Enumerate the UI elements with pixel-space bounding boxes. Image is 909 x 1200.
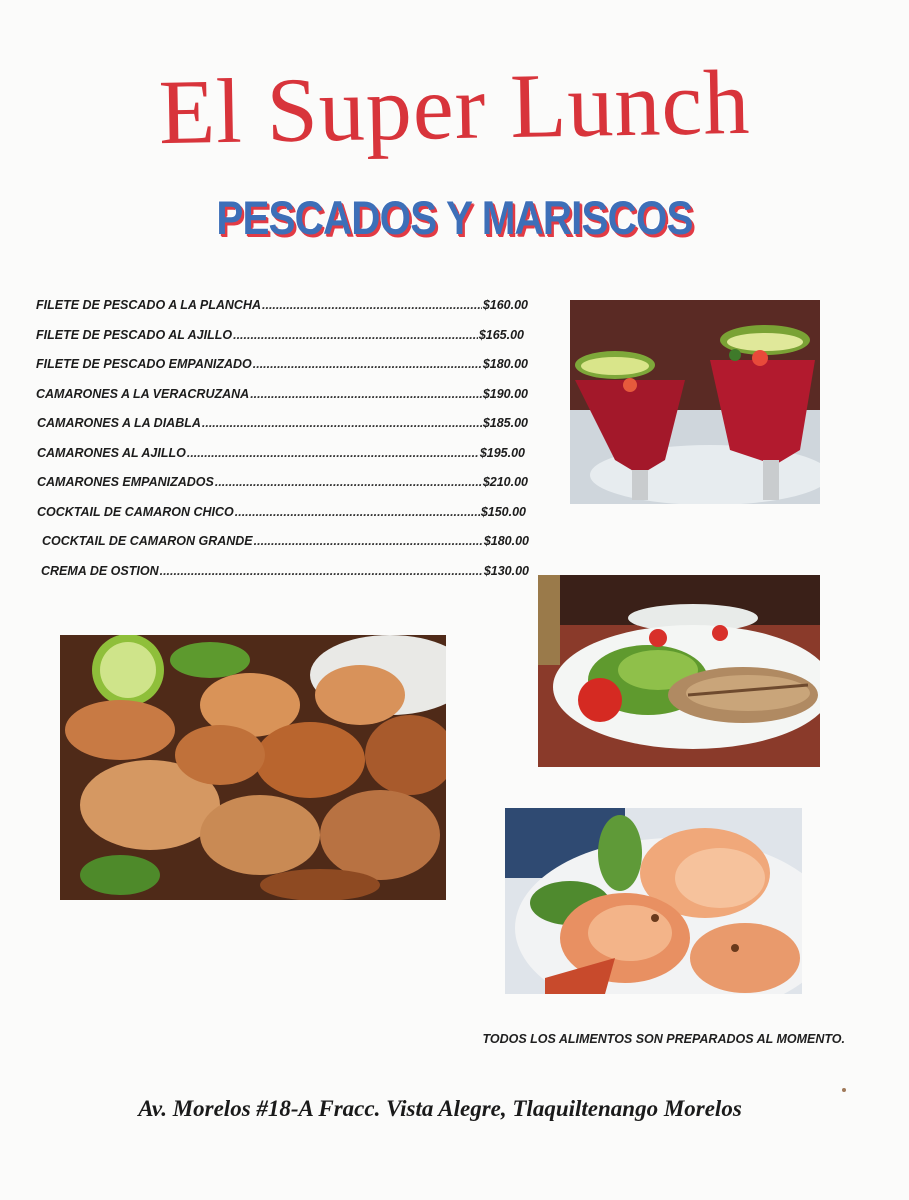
menu-item-price: $185.00 bbox=[482, 416, 528, 430]
menu-item bbox=[36, 564, 529, 594]
menu-item-price: $180.00 bbox=[483, 534, 529, 548]
menu-item-name: CAMARONES AL AJILLO bbox=[37, 445, 186, 460]
menu-item bbox=[36, 298, 528, 328]
menu-item-name: FILETE DE PESCADO A LA PLANCHA bbox=[36, 298, 262, 312]
menu-item-price: $190.00 bbox=[482, 386, 528, 401]
dot-leader bbox=[215, 475, 482, 489]
dot-leader bbox=[187, 446, 479, 460]
dot-leader bbox=[160, 564, 483, 578]
menu-item bbox=[36, 387, 528, 417]
dot-leader bbox=[250, 387, 482, 401]
dot-leader bbox=[233, 328, 478, 342]
menu-item-price: $165.00 bbox=[478, 327, 524, 342]
menu-item-name: COCKTAIL DE CAMARON CHICO bbox=[37, 504, 234, 519]
menu-item-name: CAMARONES A LA VERACRUZANA bbox=[36, 386, 250, 401]
menu-item-name: FILETE DE PESCADO AL AJILLO bbox=[36, 327, 233, 342]
restaurant-name: El Super Lunch bbox=[157, 50, 752, 164]
menu-item bbox=[36, 328, 524, 358]
menu-item-name: FILETE DE PESCADO EMPANIZADO bbox=[36, 357, 252, 371]
dot-leader bbox=[254, 534, 483, 548]
garlic-shrimp-photo bbox=[505, 808, 802, 994]
menu-item-name: CAMARONES A LA DIABLA bbox=[37, 416, 201, 430]
preparation-note: TODOS LOS ALIMENTOS SON PREPARADOS AL MOMENTO. bbox=[482, 1032, 845, 1046]
menu-item-price: $130.00 bbox=[483, 563, 529, 578]
menu-item-price: $160.00 bbox=[482, 298, 528, 312]
menu-item bbox=[36, 475, 528, 505]
menu-item-name: CAMARONES EMPANIZADOS bbox=[37, 475, 214, 489]
paper-speck bbox=[842, 1088, 846, 1092]
grilled-fish-photo bbox=[538, 575, 820, 767]
shrimp-cocktail-photo bbox=[570, 300, 820, 504]
fried-shrimp-photo bbox=[60, 635, 446, 900]
menu-item-name: COCKTAIL DE CAMARON GRANDE bbox=[42, 534, 253, 548]
menu-item-name: CREMA DE OSTION bbox=[41, 563, 159, 578]
section-title: PESCADOS Y MARISCOS bbox=[216, 191, 693, 244]
dot-leader bbox=[262, 298, 482, 312]
dot-leader bbox=[253, 357, 482, 371]
address: Av. Morelos #18-A Fracc. Vista Alegre, Tlaquiltenango Morelos bbox=[138, 1096, 742, 1121]
menu-item bbox=[36, 416, 528, 446]
dot-leader bbox=[202, 416, 482, 430]
menu-item-price: $210.00 bbox=[482, 475, 528, 489]
dot-leader bbox=[235, 505, 480, 519]
menu-item bbox=[36, 357, 528, 387]
menu-item bbox=[36, 446, 525, 476]
menu-item bbox=[36, 505, 526, 535]
menu-item-price: $195.00 bbox=[479, 445, 525, 460]
menu-item bbox=[36, 534, 529, 564]
menu-item-price: $180.00 bbox=[482, 357, 528, 371]
menu-item-price: $150.00 bbox=[480, 504, 526, 519]
menu-list bbox=[36, 298, 536, 593]
